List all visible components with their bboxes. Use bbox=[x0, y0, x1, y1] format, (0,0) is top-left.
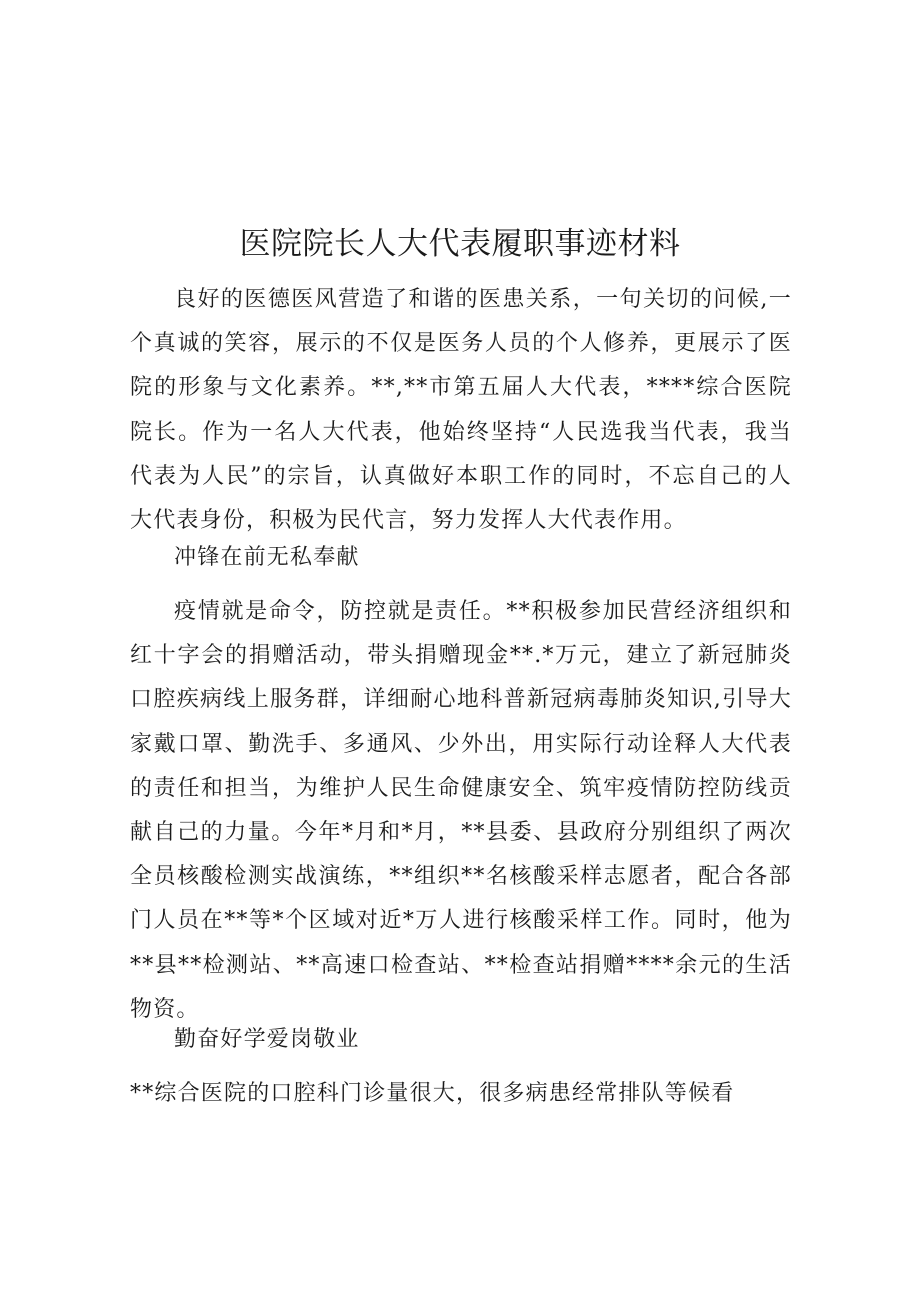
section-heading-1: 冲锋在前无私奉献 bbox=[174, 545, 360, 570]
section-heading-2: 勤奋好学爱岗敬业 bbox=[174, 1027, 360, 1052]
section-1-paragraph: 疫情就是命令，防控就是责任。**积极参加民营经济组织和红十字会的捐赠活动，带头捐赠现金**.*万元，建立了新冠肺炎口腔疾病线上服务群，详细耐心地科普新冠病毒肺炎知识,引导大家戴口罩、勤洗手、多通风、少外出，用实际行动诠释人大代表的责任和担当，为维护人民生命健康安全、筑牢疫情防控防线贡献自己的力量。今年*月和*月，**县委、县政府分别组织了两次全员核酸检测实战演练，**组织**名核酸采样志愿者，配合各部门人员在**等*个区域对近*万人进行核酸采样工作。同时，他为**县**检测站、**高速口检查站、**检查站捐赠****余元的生活物资。 bbox=[130, 599, 792, 1022]
section-2-paragraph: **综合医院的口腔科门诊量很大，很多病患经常排队等候看 bbox=[130, 1081, 735, 1106]
document-title: 医院院长人大代表履职事迹材料 bbox=[239, 226, 681, 262]
intro-paragraph: 良好的医德医风营造了和谐的医患关系，一句关切的问候,一个真诚的笑容，展示的不仅是医务人员的个人修养，更展示了医院的形象与文化素养。**,**市第五届人大代表，****综合医院院长。作为一名人大代表，他始终坚持“人民选我当代表，我当代表为人民”的宗旨，认真做好本职工作的同时，不忘自己的人大代表身份，积极为民代言，努力发挥人大代表作用。 bbox=[130, 287, 792, 534]
